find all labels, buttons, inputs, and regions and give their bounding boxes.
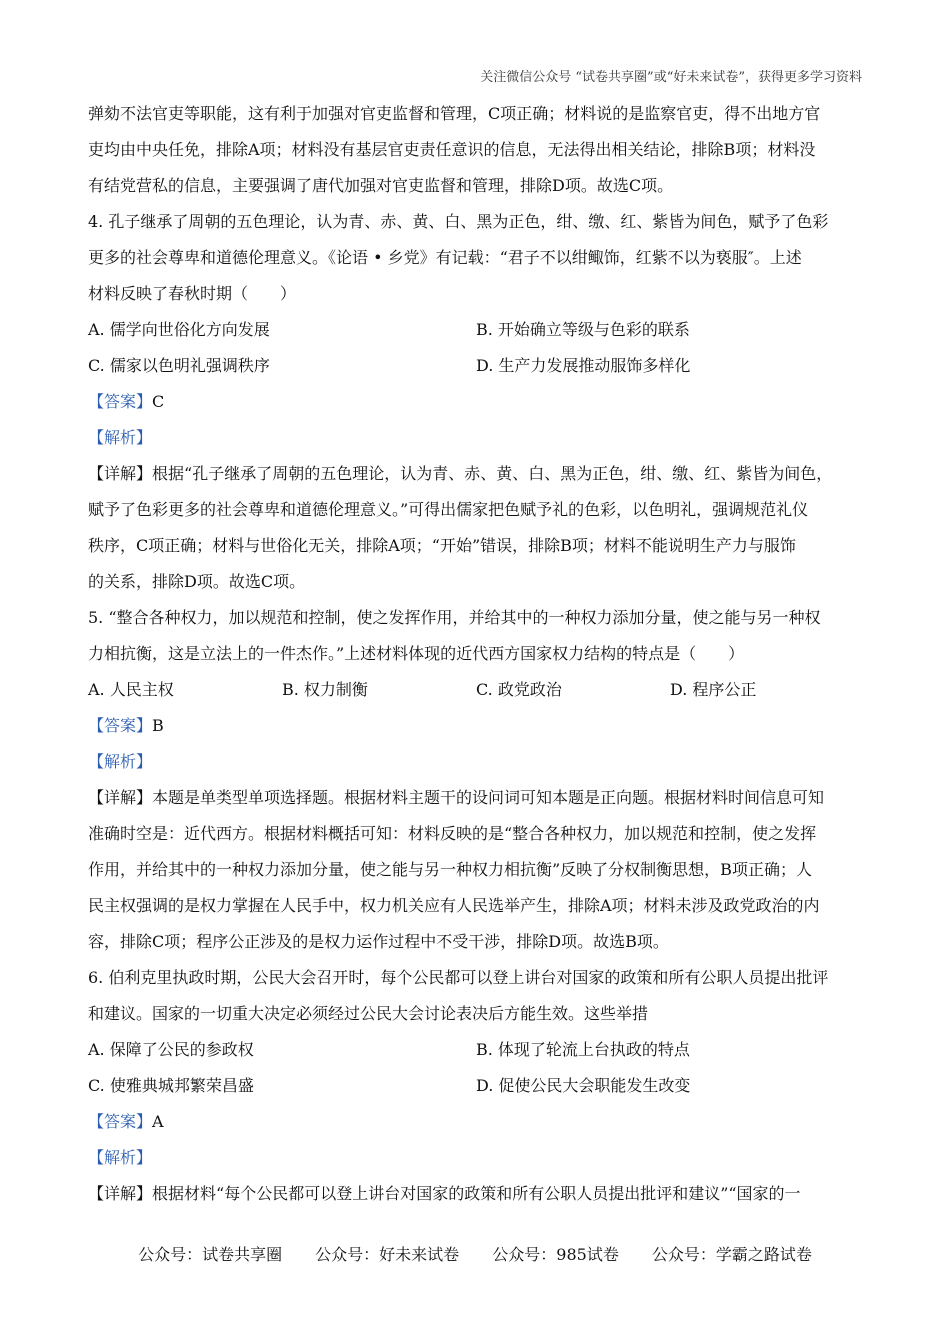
- answer-line: [88, 1104, 864, 1140]
- answer-tag: 【答案】: [88, 716, 153, 735]
- question-stem: 4. 孔子继承了周朝的五色理论，认为青、赤、黄、白、黑为正色，绀、缴、红、紫皆为间色，赋予了色彩: [88, 212, 829, 231]
- question-stem: 更多的社会尊卑和道德伦理意义。《论语 • 乡党》有记载：“君子不以绀鲰饰，红紫不以为亵服″。上述: [88, 248, 802, 267]
- detail-line: 秩序，C项正确；材料与世俗化无关，排除A项；“开始”错误，排除B项；材料不能说明生产力与服饰: [88, 536, 796, 555]
- option-d: D. 生产力发展推动服饰多样化: [476, 356, 691, 375]
- detail-line: 民主权强调的是权力掌握在人民手中，权力机关应有人民选举产生，排除A项；材料未涉及政党政治的内: [88, 896, 820, 915]
- question-4: [88, 204, 864, 600]
- answer-line: [88, 384, 864, 420]
- option-b: B. 体现了轮流上台执政的特点: [476, 1040, 690, 1059]
- detail-line: 赋予了色彩更多的社会尊卑和道德伦理意义。”可得出儒家把色赋予礼的色彩，以色明礼，强调规范礼仪: [88, 500, 809, 519]
- option-d: D. 程序公正: [670, 680, 757, 699]
- answer-value: C: [152, 392, 165, 411]
- detail-line: 准确时空是：近代西方。根据材料概括可知：材料反映的是“整合各种权力，加以规范和控制，使之发挥: [88, 824, 817, 843]
- footer-item: 公众号：好未来试卷: [315, 1245, 460, 1264]
- detail-line: [88, 456, 864, 492]
- options-row: [88, 312, 864, 348]
- option-a: A. 儒学向世俗化方向发展: [88, 320, 270, 339]
- detail-text: 本题是单类型单项选择题。根据材料主题干的设问词可知本题是正向题。根据材料时间信息可知: [152, 788, 825, 807]
- intro-paragraph: [88, 96, 864, 204]
- detail-tag: 【详解】: [88, 1184, 153, 1203]
- analysis-line: [88, 744, 864, 780]
- text-line: 吏均由中央任免，排除A项；材料没有基层官吏责任意识的信息，无法得出相关结论，排除B项；材料没: [88, 140, 816, 159]
- question-6: [88, 960, 864, 1212]
- detail-text: 根据“孔子继承了周朝的五色理论，认为青、赤、黄、白、黑为正色，绀、缴、红、紫皆为间色，: [152, 464, 833, 483]
- detail-line: 的关系，排除D项。故选C项。: [88, 572, 306, 591]
- option-d: D. 促使公民大会职能发生改变: [476, 1076, 691, 1095]
- question-5: [88, 600, 864, 960]
- options-row: [88, 348, 864, 384]
- detail-line: [88, 1176, 864, 1212]
- option-a: A. 保障了公民的参政权: [88, 1040, 254, 1059]
- options-row: [88, 1068, 864, 1104]
- page-content: [88, 96, 864, 1212]
- header-note: 关注微信公众号 “试卷共享圈”或“好未来试卷”，获得更多学习资料: [480, 70, 862, 85]
- footer-item: 公众号：学霸之路试卷: [651, 1245, 812, 1264]
- option-a: A. 人民主权: [88, 680, 174, 699]
- detail-line: 容，排除C项；程序公正涉及的是权力运作过程中不受干涉，排除D项。故选B项。: [88, 932, 669, 951]
- question-stem: 材料反映了春秋时期（ ）: [88, 284, 297, 303]
- question-stem: 6. 伯利克里执政时期，公民大会召开时，每个公民都可以登上讲台对国家的政策和所有公职人员提出批评: [88, 968, 829, 987]
- answer-line: [88, 708, 864, 744]
- option-c: C. 政党政治: [476, 680, 562, 699]
- option-b: B. 开始确立等级与色彩的联系: [476, 320, 690, 339]
- footer-item: 公众号：试卷共享圈: [138, 1245, 283, 1264]
- analysis-line: [88, 420, 864, 456]
- page-footer: [0, 1242, 950, 1265]
- footer-item: 公众号：985试卷: [492, 1245, 619, 1264]
- answer-tag: 【答案】: [88, 1112, 153, 1131]
- option-c: C. 使雅典城邦繁荣昌盛: [88, 1076, 254, 1095]
- option-c: C. 儒家以色明礼强调秩序: [88, 356, 270, 375]
- detail-text: 根据材料“每个公民都可以登上讲台对国家的政策和所有公职人员提出批评和建议”“国家的一: [152, 1184, 801, 1203]
- answer-tag: 【答案】: [88, 392, 153, 411]
- detail-tag: 【详解】: [88, 788, 153, 807]
- analysis-tag: 【解析】: [88, 752, 153, 771]
- options-row: [88, 1032, 864, 1068]
- option-b: B. 权力制衡: [282, 680, 368, 699]
- analysis-tag: 【解析】: [88, 1148, 153, 1167]
- options-row: [88, 672, 864, 708]
- detail-line: [88, 780, 864, 816]
- detail-line: 作用，并给其中的一种权力添加分量，使之能与另一种权力相抗衡”反映了分权制衡思想，B项正确；人: [88, 860, 812, 879]
- analysis-line: [88, 1140, 864, 1176]
- text-line: 有结党营私的信息，主要强调了唐代加强对官吏监督和管理，排除D项。故选C项。: [88, 176, 674, 195]
- question-stem: 5. “整合各种权力，加以规范和控制，使之发挥作用，并给其中的一种权力添加分量，使之能与另一种权: [88, 608, 821, 627]
- answer-value: A: [152, 1112, 164, 1131]
- answer-value: B: [152, 716, 164, 735]
- analysis-tag: 【解析】: [88, 428, 153, 447]
- text-line: 弹劾不法官吏等职能，这有利于加强对官吏监督和管理，C项正确；材料说的是监察官吏，得不出地方官: [88, 104, 821, 123]
- question-stem: 和建议。国家的一切重大决定必须经过公民大会讨论表决后方能生效。这些举措: [88, 1004, 649, 1023]
- detail-tag: 【详解】: [88, 464, 153, 483]
- question-stem: 力相抗衡，这是立法上的一件杰作。”上述材料体现的近代西方国家权力结构的特点是（ ）: [88, 644, 745, 663]
